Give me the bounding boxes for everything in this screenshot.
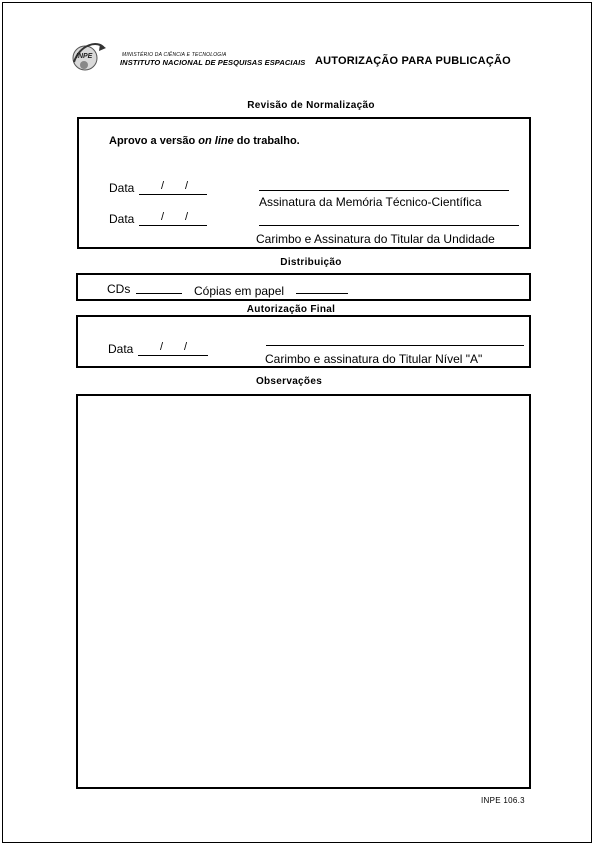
inpe-logo-icon: [70, 38, 106, 74]
section-title-distribuicao: Distribuição: [280, 257, 342, 268]
date-field-1[interactable]: / /: [139, 183, 207, 195]
copias-field[interactable]: [296, 293, 348, 294]
inpe-logo: [70, 38, 306, 74]
revisao-box: [77, 117, 531, 249]
form-code: INPE 106.3: [481, 796, 525, 805]
approve-statement: Aprovo a versão on line do trabalho.: [109, 135, 300, 147]
section-title-autorizacao: Autorização Final: [246, 304, 336, 315]
date-field-2[interactable]: / /: [139, 214, 207, 226]
date-label-final: Data: [108, 342, 134, 356]
observacoes-box[interactable]: [76, 394, 531, 789]
date-label-1: Data: [109, 181, 135, 195]
autorizacao-box: [76, 315, 531, 368]
section-title-observacoes: Observações: [255, 376, 323, 387]
date-field-final[interactable]: / /: [138, 344, 208, 356]
signature-line-final[interactable]: [266, 345, 524, 346]
cds-field[interactable]: [136, 293, 182, 294]
signature-line-2[interactable]: [259, 225, 519, 226]
section-title-revisao: Revisão de Normalização: [247, 100, 375, 111]
signature-line-1[interactable]: [259, 190, 509, 191]
logo-institute-name: INSTITUTO NACIONAL DE PESQUISAS ESPACIAIS: [120, 58, 306, 67]
distribuicao-box: [76, 273, 531, 301]
signature-label-final: Carimbo e assinatura do Titular Nível "A": [265, 352, 483, 366]
signature-label-2: Carimbo e Assinatura do Titular da Undidade: [256, 232, 495, 246]
signature-label-1: Assinatura da Memória Técnico-Científica: [259, 195, 482, 209]
logo-mark-text: INPE: [76, 53, 93, 60]
cds-label: CDs: [107, 282, 131, 296]
date-label-2: Data: [109, 212, 135, 226]
copias-label: Cópias em papel: [194, 284, 285, 298]
logo-ministry-text: MINISTÉRIO DA CIÊNCIA E TECNOLOGIA: [122, 52, 227, 58]
document-title: AUTORIZAÇÃO PARA PUBLICAÇÃO: [315, 55, 511, 67]
